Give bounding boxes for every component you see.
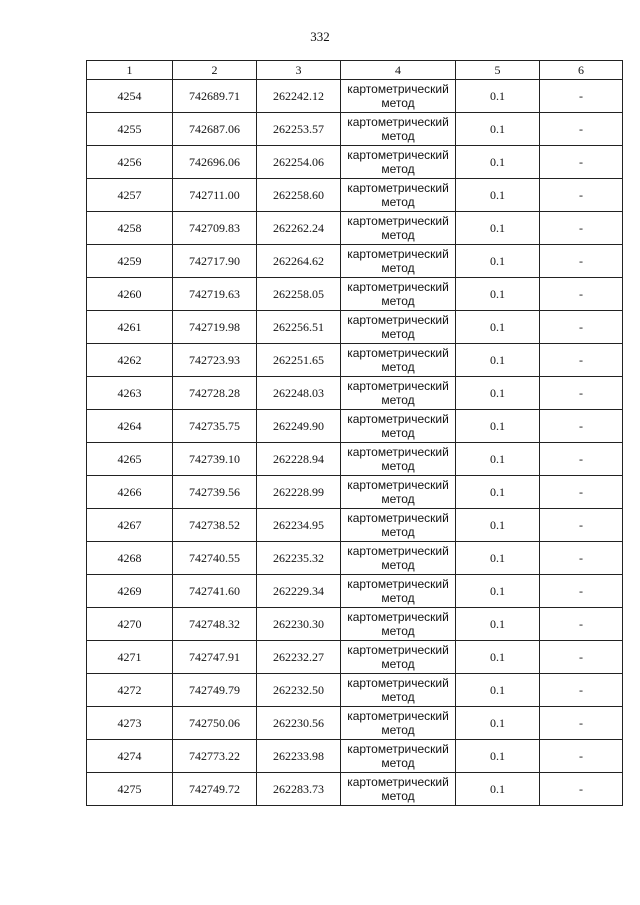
method-text-line: картометрический [347,115,449,129]
method-text-line: картометрический [347,82,449,96]
method-text-line: метод [381,162,415,176]
table-row [87,773,623,806]
method-text-line: картометрический [347,445,449,459]
y-coordinate-cell: 262253.57 [257,113,341,146]
method-text-line: картометрический [347,280,449,294]
y-coordinate-cell: 262228.94 [257,443,341,476]
point-number-cell: 4273 [87,707,173,740]
method-cell [341,377,456,410]
note-cell: - [540,608,623,641]
accuracy-cell: 0.1 [456,311,540,344]
accuracy-cell: 0.1 [456,278,540,311]
y-coordinate-cell: 262262.24 [257,212,341,245]
method-text-line: метод [381,129,415,143]
x-coordinate-cell: 742741.60 [173,575,257,608]
method-text-line: картометрический [347,313,449,327]
table-body [87,61,623,806]
table-row [87,608,623,641]
table-row [87,278,623,311]
method-cell [341,311,456,344]
header-cell-5: 5 [456,61,540,80]
x-coordinate-cell: 742750.06 [173,707,257,740]
accuracy-cell: 0.1 [456,773,540,806]
table-row [87,575,623,608]
note-cell: - [540,179,623,212]
table-row [87,707,623,740]
method-text-line: картометрический [347,511,449,525]
method-text-line: метод [381,426,415,440]
point-number-cell: 4270 [87,608,173,641]
y-coordinate-cell: 262232.27 [257,641,341,674]
accuracy-cell: 0.1 [456,245,540,278]
method-text-line: метод [381,393,415,407]
table-row [87,146,623,179]
point-number-cell: 4258 [87,212,173,245]
method-cell [341,80,456,113]
y-coordinate-cell: 262228.99 [257,476,341,509]
table-row [87,377,623,410]
note-cell: - [540,80,623,113]
method-cell [341,443,456,476]
method-cell [341,575,456,608]
y-coordinate-cell: 262232.50 [257,674,341,707]
method-text-line: метод [381,525,415,539]
x-coordinate-cell: 742735.75 [173,410,257,443]
y-coordinate-cell: 262234.95 [257,509,341,542]
x-coordinate-cell: 742719.98 [173,311,257,344]
method-text-line: метод [381,96,415,110]
table-row [87,113,623,146]
method-text-line: картометрический [347,643,449,657]
method-text-line: картометрический [347,148,449,162]
accuracy-cell: 0.1 [456,377,540,410]
method-cell [341,344,456,377]
method-text-line: картометрический [347,709,449,723]
point-number-cell: 4257 [87,179,173,212]
note-cell: - [540,674,623,707]
method-cell [341,641,456,674]
page-number: 332 [310,29,330,44]
point-number-cell: 4261 [87,311,173,344]
header-cell-1: 1 [87,61,173,80]
method-text-line: метод [381,294,415,308]
table-row [87,641,623,674]
y-coordinate-cell: 262229.34 [257,575,341,608]
x-coordinate-cell: 742723.93 [173,344,257,377]
header-cell-4: 4 [341,61,456,80]
header-cell-3: 3 [257,61,341,80]
note-cell: - [540,278,623,311]
method-text-line: метод [381,195,415,209]
point-number-cell: 4260 [87,278,173,311]
note-cell: - [540,740,623,773]
method-cell [341,146,456,179]
accuracy-cell: 0.1 [456,146,540,179]
method-text-line: картометрический [347,610,449,624]
table-row [87,212,623,245]
header-cell-2: 2 [173,61,257,80]
point-number-cell: 4255 [87,113,173,146]
note-cell: - [540,542,623,575]
point-number-cell: 4268 [87,542,173,575]
method-cell [341,245,456,278]
x-coordinate-cell: 742728.28 [173,377,257,410]
method-cell [341,179,456,212]
point-number-cell: 4267 [87,509,173,542]
method-text-line: картометрический [347,247,449,261]
y-coordinate-cell: 262248.03 [257,377,341,410]
point-number-cell: 4272 [87,674,173,707]
x-coordinate-cell: 742719.63 [173,278,257,311]
x-coordinate-cell: 742709.83 [173,212,257,245]
table-row [87,542,623,575]
note-cell: - [540,311,623,344]
accuracy-cell: 0.1 [456,575,540,608]
note-cell: - [540,245,623,278]
table-row [87,80,623,113]
note-cell: - [540,410,623,443]
method-text-line: метод [381,360,415,374]
y-coordinate-cell: 262264.62 [257,245,341,278]
method-text-line: картометрический [347,214,449,228]
accuracy-cell: 0.1 [456,113,540,146]
method-cell [341,410,456,443]
accuracy-cell: 0.1 [456,344,540,377]
x-coordinate-cell: 742740.55 [173,542,257,575]
note-cell: - [540,773,623,806]
point-number-cell: 4271 [87,641,173,674]
method-text-line: метод [381,327,415,341]
point-number-cell: 4265 [87,443,173,476]
method-text-line: картометрический [347,775,449,789]
x-coordinate-cell: 742689.71 [173,80,257,113]
note-cell: - [540,212,623,245]
accuracy-cell: 0.1 [456,542,540,575]
note-cell: - [540,509,623,542]
accuracy-cell: 0.1 [456,674,540,707]
accuracy-cell: 0.1 [456,179,540,212]
method-text-line: метод [381,492,415,506]
note-cell: - [540,443,623,476]
method-cell [341,509,456,542]
method-text-line: картометрический [347,412,449,426]
note-cell: - [540,377,623,410]
accuracy-cell: 0.1 [456,509,540,542]
method-cell [341,707,456,740]
x-coordinate-cell: 742747.91 [173,641,257,674]
y-coordinate-cell: 262258.05 [257,278,341,311]
method-text-line: метод [381,261,415,275]
table-row [87,179,623,212]
point-number-cell: 4274 [87,740,173,773]
method-cell [341,476,456,509]
point-number-cell: 4269 [87,575,173,608]
note-cell: - [540,641,623,674]
accuracy-cell: 0.1 [456,707,540,740]
method-text-line: метод [381,789,415,803]
x-coordinate-cell: 742717.90 [173,245,257,278]
accuracy-cell: 0.1 [456,641,540,674]
point-number-cell: 4254 [87,80,173,113]
y-coordinate-cell: 262254.06 [257,146,341,179]
table-row [87,443,623,476]
x-coordinate-cell: 742711.00 [173,179,257,212]
point-number-cell: 4262 [87,344,173,377]
y-coordinate-cell: 262233.98 [257,740,341,773]
method-text-line: картометрический [347,379,449,393]
method-text-line: метод [381,756,415,770]
accuracy-cell: 0.1 [456,476,540,509]
y-coordinate-cell: 262230.56 [257,707,341,740]
method-text-line: картометрический [347,544,449,558]
point-number-cell: 4256 [87,146,173,179]
y-coordinate-cell: 262256.51 [257,311,341,344]
method-cell [341,773,456,806]
method-cell [341,113,456,146]
y-coordinate-cell: 262251.65 [257,344,341,377]
table-row [87,311,623,344]
method-cell [341,674,456,707]
method-text-line: картометрический [347,577,449,591]
table-row [87,344,623,377]
x-coordinate-cell: 742749.72 [173,773,257,806]
method-cell [341,608,456,641]
y-coordinate-cell: 262283.73 [257,773,341,806]
method-text-line: метод [381,591,415,605]
table-row [87,740,623,773]
note-cell: - [540,146,623,179]
point-number-cell: 4264 [87,410,173,443]
table-row [87,245,623,278]
note-cell: - [540,113,623,146]
y-coordinate-cell: 262249.90 [257,410,341,443]
point-number-cell: 4266 [87,476,173,509]
y-coordinate-cell: 262230.30 [257,608,341,641]
x-coordinate-cell: 742687.06 [173,113,257,146]
method-text-line: картометрический [347,181,449,195]
method-cell [341,212,456,245]
note-cell: - [540,575,623,608]
method-text-line: метод [381,657,415,671]
x-coordinate-cell: 742739.10 [173,443,257,476]
method-cell [341,740,456,773]
table-row [87,509,623,542]
point-number-cell: 4275 [87,773,173,806]
table-row [87,674,623,707]
method-cell [341,542,456,575]
y-coordinate-cell: 262242.12 [257,80,341,113]
header-row [87,61,623,80]
method-text-line: метод [381,228,415,242]
method-text-line: картометрический [347,742,449,756]
accuracy-cell: 0.1 [456,212,540,245]
header-cell-6: 6 [540,61,623,80]
method-text-line: картометрический [347,676,449,690]
method-cell [341,278,456,311]
method-text-line: метод [381,690,415,704]
note-cell: - [540,476,623,509]
point-number-cell: 4259 [87,245,173,278]
accuracy-cell: 0.1 [456,740,540,773]
accuracy-cell: 0.1 [456,410,540,443]
accuracy-cell: 0.1 [456,608,540,641]
method-text-line: картометрический [347,346,449,360]
method-text-line: метод [381,723,415,737]
note-cell: - [540,707,623,740]
x-coordinate-cell: 742738.52 [173,509,257,542]
point-number-cell: 4263 [87,377,173,410]
x-coordinate-cell: 742749.79 [173,674,257,707]
method-text-line: картометрический [347,478,449,492]
x-coordinate-cell: 742748.32 [173,608,257,641]
method-text-line: метод [381,558,415,572]
table-row [87,410,623,443]
x-coordinate-cell: 742696.06 [173,146,257,179]
coordinates-table [86,60,623,806]
accuracy-cell: 0.1 [456,443,540,476]
y-coordinate-cell: 262258.60 [257,179,341,212]
accuracy-cell: 0.1 [456,80,540,113]
method-text-line: метод [381,459,415,473]
y-coordinate-cell: 262235.32 [257,542,341,575]
x-coordinate-cell: 742739.56 [173,476,257,509]
method-text-line: метод [381,624,415,638]
x-coordinate-cell: 742773.22 [173,740,257,773]
table-row [87,476,623,509]
note-cell: - [540,344,623,377]
